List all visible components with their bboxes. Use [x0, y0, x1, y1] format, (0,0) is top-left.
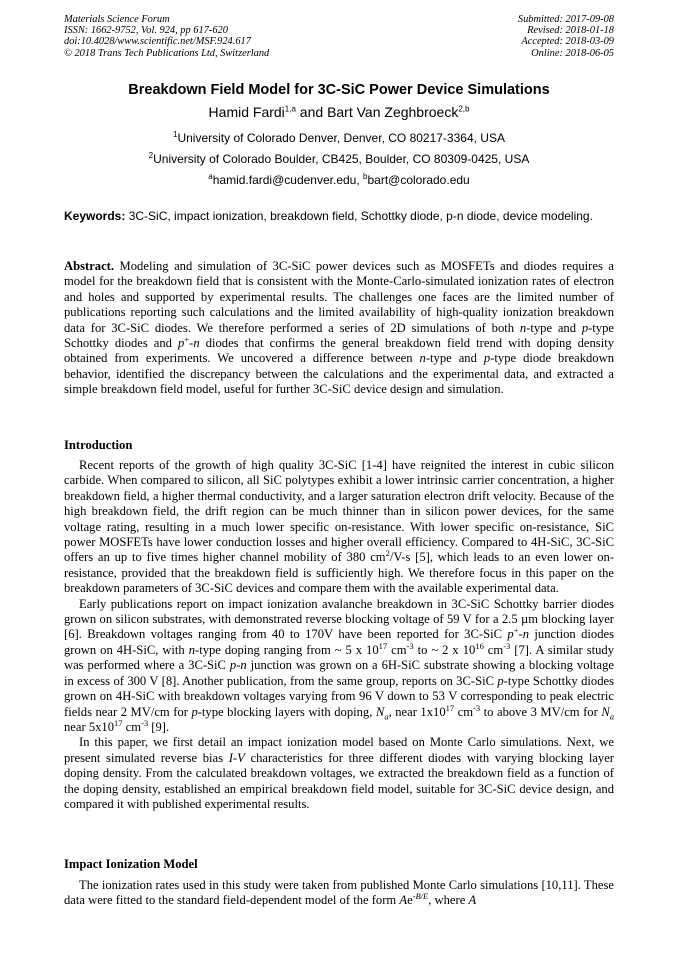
keywords — [64, 208, 614, 224]
intro-text: -type blocking layers with doping, — [197, 704, 376, 719]
abstract-superscript: + — [184, 333, 190, 344]
keywords-text: 3C-SiC, impact ionization, breakdown field, Schottky diode, p-n diode, device modeling. — [125, 209, 593, 223]
intro-text: near 5x10 — [64, 719, 115, 734]
section-heading-impact-ionization: Impact Ionization Model — [64, 857, 198, 871]
intro-text: to above 3 MV/cm for — [480, 704, 602, 719]
abstract-label: Abstract. — [64, 259, 115, 273]
impact-text: e — [407, 893, 413, 908]
intro-text: , near 1x10 — [388, 704, 446, 719]
author-conjunction: and — [295, 104, 328, 120]
intro-text: In this paper, we first detail an impact ionization model based on Monte Carlo simulations. Next, we present simulated reverse bias — [64, 735, 614, 765]
author-1-affiliation-mark: 1,a — [284, 104, 296, 114]
journal-info — [64, 14, 269, 59]
intro-italic: n — [522, 627, 529, 642]
intro-superscript: -3 — [141, 717, 149, 728]
intro-italic: n — [240, 658, 247, 673]
abstract-text: diodes that confirms the general breakdown field trend with doping density obtained from experiments. We uncovered a difference between — [64, 336, 614, 366]
intro-text: junction was grown on a 6H-SiC substrate showing a blocking voltage in excess of 300 V [8]. Another publication, from the same group, reports on 3C-SiC — [64, 658, 614, 688]
intro-text: - — [518, 627, 523, 642]
intro-paragraph-1 — [64, 458, 614, 597]
email-a: hamid.fardi@cudenver.edu, — [212, 173, 364, 187]
impact-italic: A — [468, 893, 477, 908]
abstract-text: -type diode breakdown behavior, identified the discrepancy between the calculations and the experimental data, and extracted a simple breakdown field model, useful for further 3C-SiC device design and simulation. — [64, 351, 615, 397]
intro-paragraph-3 — [64, 735, 614, 812]
journal-doi: doi:10.4028/www.scientific.net/MSF.924.617 — [64, 36, 251, 48]
author-emails — [0, 173, 678, 187]
affiliation-2-mark: 2 — [148, 151, 154, 160]
email-b-mark: b — [363, 172, 368, 181]
intro-italic: N — [375, 704, 385, 719]
intro-text: /V-s [5], which leads to an even lower on-resistance, provided that the breakdown field is sufficiently high. We therefore focus in this paper on the breakdown parameters of 3C-SiC devices and compare them with the available experimental data. — [64, 550, 615, 596]
intro-text: -type doping ranging from ~ 5 x 10 — [195, 642, 379, 657]
intro-text: [9]. — [148, 719, 170, 734]
intro-superscript: 17 — [114, 717, 123, 728]
intro-italic: p — [191, 704, 198, 719]
intro-text: cm — [483, 642, 504, 657]
intro-text: cm — [454, 704, 474, 719]
abstract-italic: n — [193, 336, 200, 351]
author-2-affiliation-mark: 2,b — [458, 104, 470, 114]
introduction-body — [64, 458, 614, 812]
intro-text: characteristics for three different diodes with varying blocking layer doping density. From the calculated breakdown voltages, we extracted the breakdown field as a function of the doping density, established an empirical breakdown field model, suitable for 3C-SiC device design, and compared it with published experimental results. — [64, 750, 614, 811]
abstract-italic: p — [483, 351, 491, 366]
impact-text: , where — [428, 893, 469, 908]
intro-italic: p — [497, 673, 504, 688]
journal-issn: ISSN: 1662-9752, Vol. 924, pp 617-620 — [64, 25, 228, 37]
affiliation-1-text: University of Colorado Denver, Denver, CO 80217-3364, USA — [177, 131, 505, 145]
email-b: bart@colorado.edu — [367, 173, 470, 187]
intro-italic: p — [507, 627, 514, 642]
intro-text: -type Schottky diodes grown on 4H-SiC with breakdown voltages varying from 96 V down to 53 V corresponding to peak electric fields near 2 MV/cm for — [64, 673, 614, 719]
abstract-italic: n — [419, 351, 426, 366]
author-1: Hamid Fardi — [208, 104, 285, 120]
intro-superscript: 17 — [445, 702, 455, 713]
impact-text: The ionization rates used in this study were taken from published Monte Carlo simulations [10,11]. These data were fitted to the standard field-dependent model of the form — [64, 878, 614, 908]
publication-dates — [518, 14, 614, 59]
intro-text: [7]. A similar study was performed where a 3C-SiC — [64, 642, 614, 673]
abstract-text: - — [189, 336, 194, 351]
author-2: Bart Van Zeghbroeck — [327, 104, 459, 120]
intro-superscript: 2 — [385, 548, 390, 559]
intro-paragraph-2 — [64, 597, 614, 736]
intro-superscript: -3 — [503, 640, 511, 651]
abstract-text: -type and — [425, 351, 484, 366]
impact-paragraph-1 — [64, 878, 614, 909]
keywords-label: Keywords: — [64, 209, 126, 223]
journal-copyright: © 2018 Trans Tech Publications Ltd, Switzerland — [64, 47, 270, 59]
intro-superscript: 17 — [378, 640, 388, 651]
affiliation-2-text: University of Colorado Boulder, CB425, Boulder, CO 80309-0425, USA — [153, 152, 530, 166]
affiliation-1 — [0, 131, 678, 145]
impact-superscript: -B/E — [412, 891, 429, 902]
intro-italic: N — [601, 704, 610, 719]
intro-italic: n — [188, 642, 195, 657]
paper-title: Breakdown Field Model for 3C-SiC Power Device Simulations — [128, 82, 550, 98]
abstract — [64, 259, 614, 398]
date-submitted: Submitted: 2017-09-08 — [517, 14, 614, 25]
intro-text: to ~ 2 x 10 — [413, 642, 476, 657]
date-accepted: Accepted: 2018-03-09 — [521, 36, 614, 48]
intro-text: - — [236, 658, 241, 673]
abstract-text: Modeling and simulation of 3C-SiC power devices such as MOSFETs and diodes requires a model for the breakdown field that is consistent with the Monte-Carlo-simulated ionization rates of electron and holes and supported by experimental results. The challenges one faces are the limited number of publications reporting such calculations and the limited availability of high-quality ionization breakdown data for 3C-SiC diodes. We therefore performed a series of 2D simulations of both — [64, 259, 614, 335]
email-a-mark: a — [208, 172, 213, 181]
intro-text: cm — [387, 642, 407, 657]
intro-text: Recent reports of the growth of high quality 3C-SiC [1-4] have reignited the interest in cubic silicon carbide. When compared to silicon, all SiC polytypes exhibit a lower intrinsic carrier concentration, a higher breakdown field, a higher thermal conductivity, and a larger saturation electron drift velocity. Because of the high breakdown field, the drift region can be much thinner than in silicon power devices, for the same voltage rating, resulting in a much lower specific on-resistance. With lower specific on-resistance, SiC power MOSFETs have lower conduction losses and higher overall efficiency. Compared to 4H-SiC, 3C-SiC offers an up to five times higher channel mobility of 380 cm — [64, 458, 614, 565]
intro-subscript: a — [384, 711, 389, 722]
date-online: Online: 2018-06-05 — [531, 47, 614, 59]
intro-italic: p — [229, 658, 237, 673]
intro-superscript: 16 — [475, 640, 484, 651]
affiliation-1-mark: 1 — [173, 130, 178, 139]
author-list — [0, 104, 678, 120]
intro-text: junction diodes grown on 4H-SiC, with — [64, 627, 614, 657]
journal-name: Materials Science Forum — [64, 14, 170, 25]
intro-text: cm — [122, 719, 142, 734]
intro-superscript: -3 — [406, 640, 414, 651]
abstract-text: -type and — [526, 320, 582, 335]
intro-subscript: a — [609, 711, 614, 722]
impact-italic: A — [399, 893, 408, 908]
section-heading-introduction: Introduction — [64, 438, 133, 452]
affiliation-2 — [0, 152, 678, 166]
abstract-italic: p — [178, 336, 185, 351]
intro-superscript: -3 — [473, 702, 481, 713]
abstract-italic: n — [519, 320, 527, 335]
abstract-text: -type Schottky diodes and — [64, 320, 614, 351]
intro-superscript: + — [513, 625, 519, 636]
intro-text: Early publications report on impact ionization avalanche breakdown in 3C-SiC Schottky barrier diodes grown on silicon substrates, with demonstrated reverse blocking voltage of 59 V for a 2.5 µm blocking layer [6]. Breakdown voltages ranging from 40 to 170V have been reported for 3C-SiC — [64, 596, 614, 642]
impact-ionization-body — [64, 878, 614, 909]
intro-italic: I-V — [228, 750, 245, 765]
abstract-italic: p — [581, 320, 589, 335]
date-revised: Revised: 2018-01-18 — [527, 25, 614, 37]
